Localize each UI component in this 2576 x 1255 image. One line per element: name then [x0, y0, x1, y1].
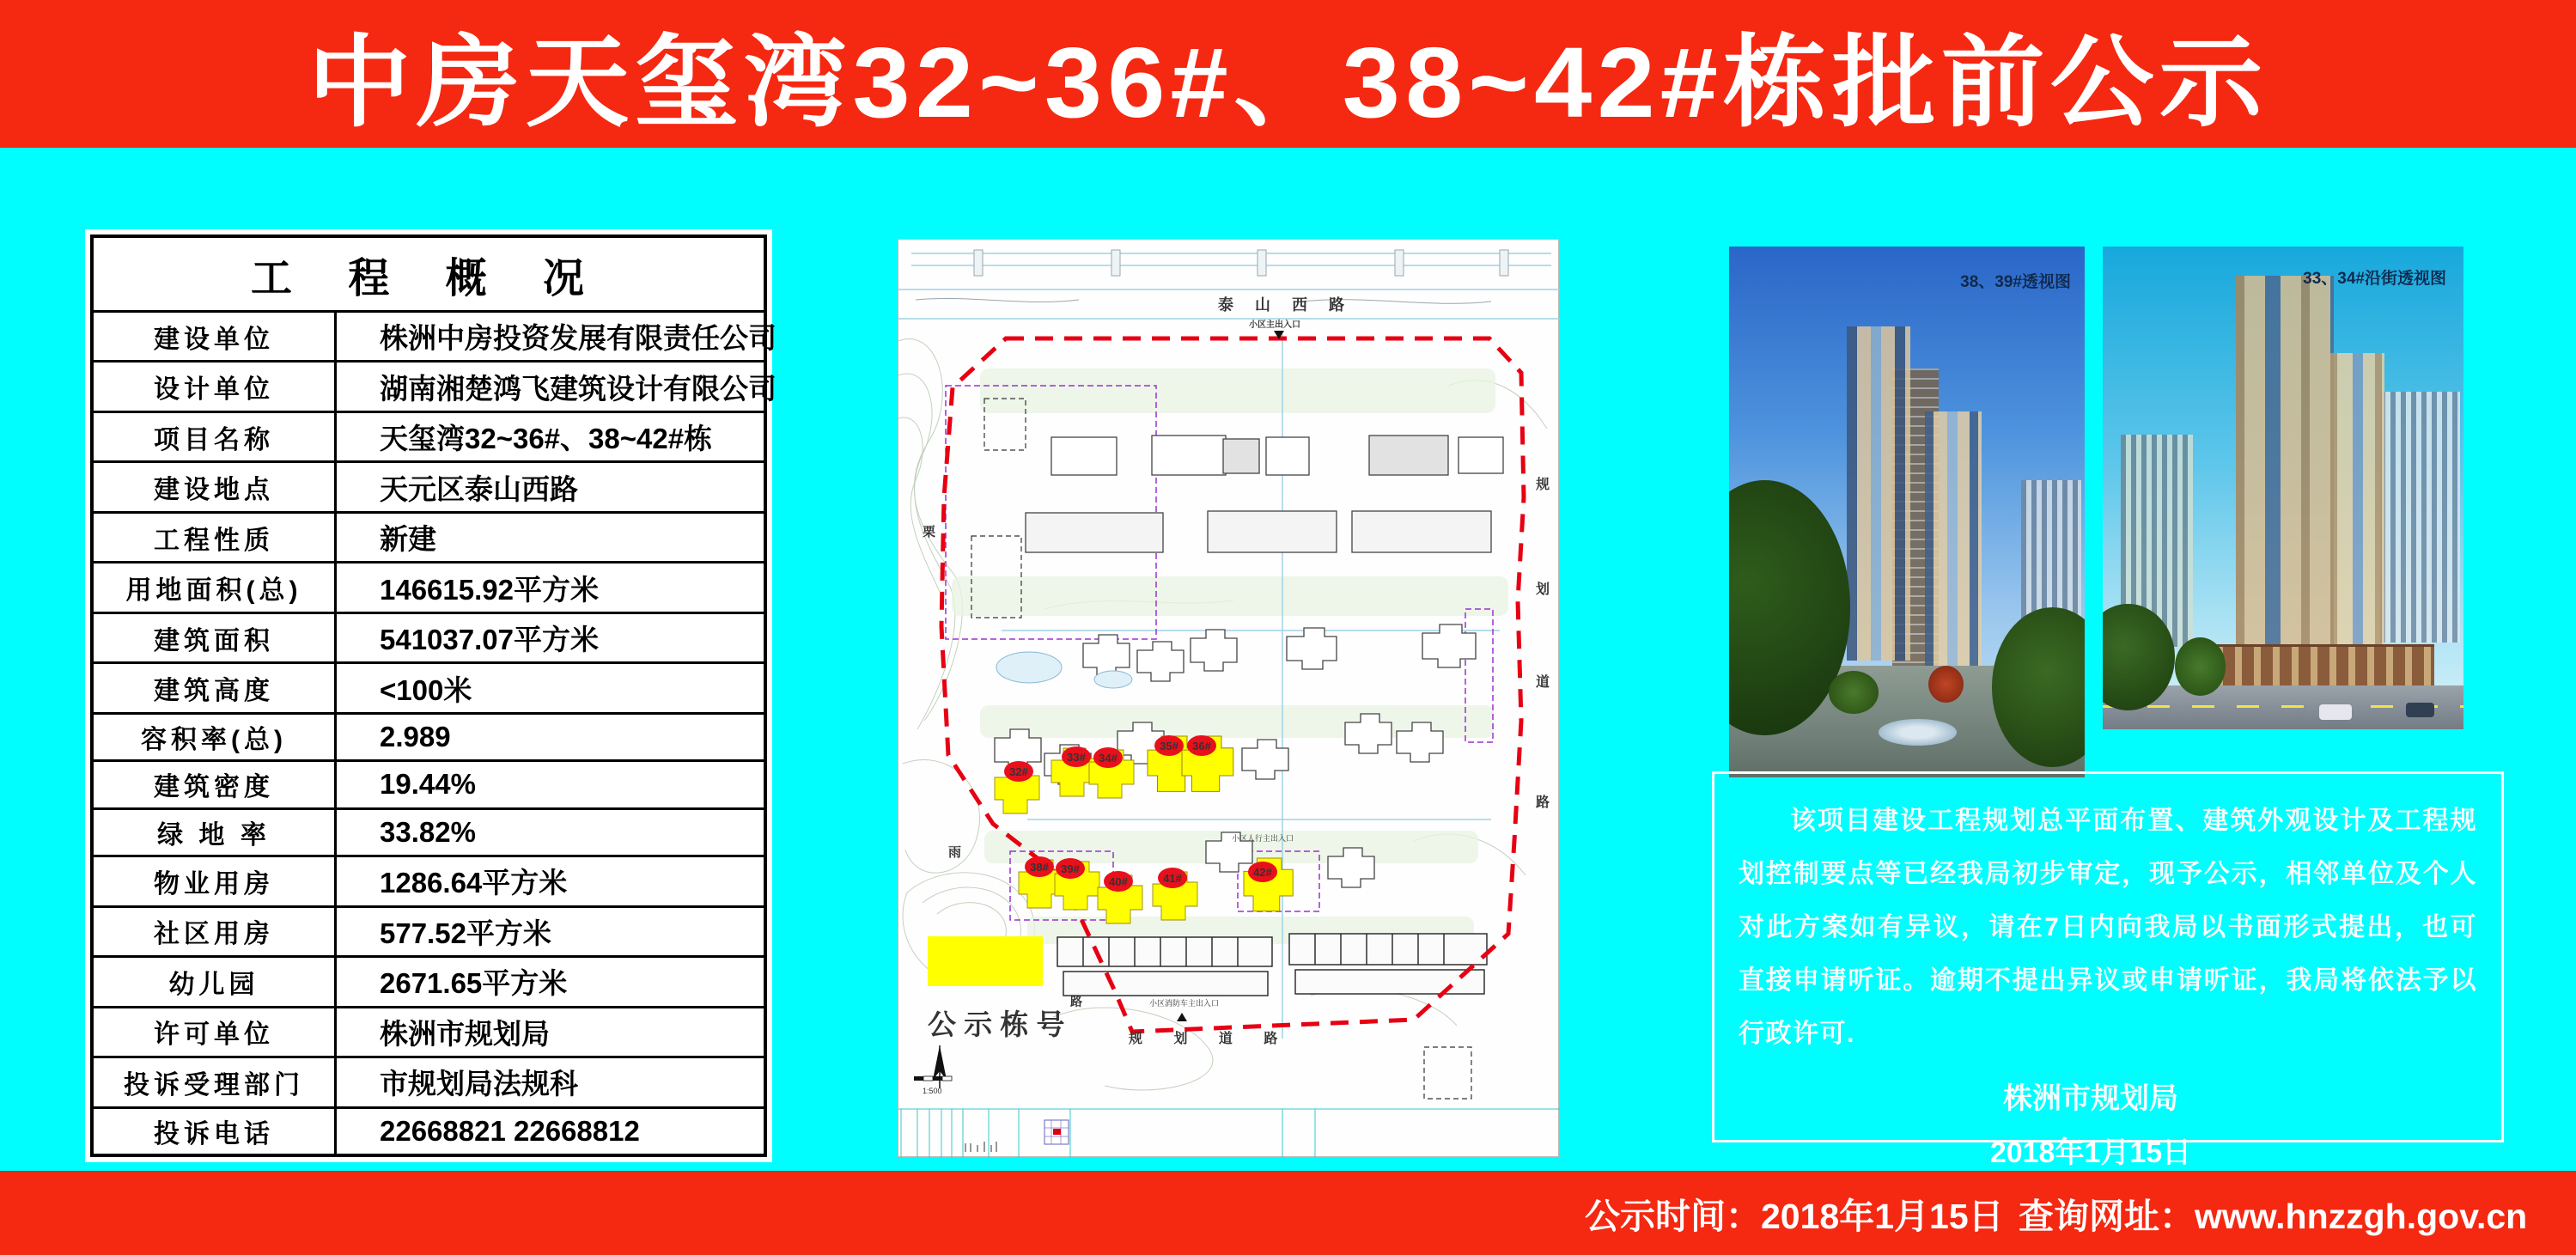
table-row — [94, 807, 764, 855]
fountain — [1879, 719, 1957, 746]
row-label: 建设地点 — [94, 463, 337, 510]
key-map — [1044, 1120, 1069, 1144]
rendering-caption: 33、34#沿街透视图 — [2303, 270, 2446, 288]
secondary-tower — [2330, 353, 2384, 652]
table-row — [94, 1106, 764, 1154]
main-tower-left — [1847, 326, 1911, 661]
building-badge — [1062, 746, 1091, 767]
svg-text:33#: 33# — [1067, 751, 1086, 764]
row-label: 设计单位 — [94, 362, 337, 410]
project-overview-panel — [85, 229, 776, 1162]
building-badge — [1187, 735, 1216, 756]
table-row — [94, 1006, 764, 1056]
rendering-38-39 — [1729, 247, 2085, 777]
row-label: 建筑高度 — [94, 664, 337, 711]
svg-text:42#: 42# — [1253, 866, 1272, 879]
podium-shops — [2204, 644, 2435, 691]
row-value: 577.52平方米 — [380, 917, 551, 949]
table-row — [94, 905, 764, 955]
row-label: 用地面积(总) — [94, 564, 337, 611]
building-badge — [1158, 868, 1187, 888]
svg-text:32#: 32# — [1009, 765, 1028, 778]
title-block-text-marks — [965, 1142, 996, 1152]
building-badge — [1093, 747, 1123, 768]
bridge-symbols — [916, 250, 1508, 303]
row-value: 541037.07平方米 — [380, 624, 599, 656]
row-value: 株洲市规划局 — [380, 1017, 550, 1050]
row-label: 容积率(总) — [94, 715, 337, 759]
bottom-building-rows — [1057, 934, 1487, 996]
row-value: 146615.92平方米 — [380, 573, 599, 606]
table-row — [94, 661, 764, 711]
row-label: 幼儿园 — [94, 958, 337, 1005]
row-label: 绿 地 率 — [94, 810, 337, 855]
row-value: 天元区泰山西路 — [380, 472, 578, 505]
scale-label: 1:500 — [923, 1087, 942, 1095]
row-label: 建设单位 — [94, 313, 337, 360]
row-value: 2671.65平方米 — [380, 967, 568, 1000]
svg-text:38#: 38# — [1030, 861, 1049, 874]
row-value: 株洲中房投资发展有限责任公司 — [380, 322, 776, 355]
project-overview-table — [90, 235, 776, 1157]
table-row — [94, 759, 764, 807]
footer-banner — [0, 1171, 2576, 1255]
svg-text:40#: 40# — [1109, 875, 1128, 888]
building-badge — [1154, 735, 1184, 756]
row-value: <100米 — [380, 673, 472, 706]
footer-publish-time: 公示时间：2018年1月15日 — [1585, 1197, 2004, 1236]
entrance-label-pedestrian: 小区人行主出入口 — [1232, 834, 1294, 843]
north-arrow-icon — [933, 1045, 947, 1088]
tree — [2175, 637, 2226, 695]
table-row — [94, 855, 764, 905]
row-value: 新建 — [380, 523, 436, 556]
table-row — [94, 1056, 764, 1106]
svg-text:39#: 39# — [1061, 862, 1080, 875]
row-label: 工程性质 — [94, 514, 337, 561]
notice-signature: 株洲市规划局 — [2003, 1082, 2178, 1115]
main-entrance-marker — [1249, 319, 1300, 339]
shrub — [1829, 671, 1879, 713]
legend-swatch — [928, 936, 1043, 986]
rendering-caption: 38、39#透视图 — [1960, 273, 2071, 291]
table-row — [94, 310, 776, 360]
row-value: 天玺湾32~36#、38~42#栋 — [380, 423, 713, 455]
building-badge — [1025, 856, 1054, 877]
footer-website: 查询网址：www.hnzzgh.gov.cn — [2019, 1197, 2528, 1236]
road-label-left-2: 雨 — [948, 845, 962, 860]
table-row — [94, 360, 776, 410]
row-value: 1286.64平方米 — [380, 867, 568, 899]
table-row — [94, 561, 764, 611]
fire-entrance-marker — [1149, 998, 1219, 1021]
entrance-label-top: 小区主出入口 — [1249, 320, 1300, 330]
rendering-33-34 — [2103, 247, 2463, 729]
row-value: 33.82% — [380, 815, 476, 848]
site-plan-drawing — [898, 240, 1560, 1158]
svg-text:划: 划 — [1536, 582, 1550, 597]
legend-label: 公 示 栋 号 — [928, 1008, 1065, 1040]
site-plan-panel — [898, 239, 1559, 1157]
table-row — [94, 612, 764, 661]
scale-bar — [914, 1076, 952, 1095]
svg-text:41#: 41# — [1163, 872, 1182, 885]
svg-text:规: 规 — [1536, 478, 1550, 492]
entrance-label-fire: 小区消防车主出入口 — [1149, 999, 1220, 1008]
table-row — [94, 955, 764, 1005]
notice-box — [1712, 771, 2504, 1169]
svg-text:路: 路 — [1536, 795, 1550, 810]
main-tower-right — [1925, 411, 1982, 672]
building-badge — [1056, 858, 1085, 879]
svg-text:35#: 35# — [1160, 740, 1178, 752]
row-label: 许可单位 — [94, 1008, 337, 1056]
row-value: 19.44% — [380, 768, 476, 801]
building-badge — [1004, 761, 1033, 782]
notice-body: 该项目建设工程规划总平面布置、建筑外观设计及工程规划控制要点等已经我局初步审定，现予公示，相邻单位及个人对此方案如有异议，请在7日内向我局以书面形式提出，也可直接申请听证。逾期不提出异议或申请听证，我局将依法予以行政许可. — [1739, 807, 2477, 1048]
svg-text:34#: 34# — [1099, 752, 1117, 765]
table-row — [94, 411, 764, 460]
row-value: 22668821 22668812 — [380, 1114, 640, 1147]
car — [2319, 704, 2352, 720]
background-tower — [2380, 392, 2459, 643]
road-label-bottom: 规 划 道 路 — [1129, 1032, 1292, 1046]
row-label: 投诉受理部门 — [94, 1058, 337, 1106]
table-row — [94, 712, 764, 759]
row-value: 市规划局法规科 — [380, 1068, 578, 1100]
svg-text:道: 道 — [1536, 675, 1550, 690]
road-label-top: 泰 山 西 路 — [1218, 296, 1354, 314]
svg-text:36#: 36# — [1192, 740, 1211, 752]
row-label: 投诉电话 — [94, 1109, 337, 1154]
row-label: 项目名称 — [94, 413, 337, 460]
row-label: 建筑面积 — [94, 614, 337, 661]
main-tower — [2236, 276, 2333, 657]
road-label-right-vertical — [1535, 477, 1550, 810]
row-label: 社区用房 — [94, 908, 337, 955]
poster-title: 中房天玺湾32~36#、38~42#栋批前公示 — [308, 26, 2268, 138]
row-value: 湖南湘楚鸿飞建筑设计有限公司 — [380, 372, 776, 405]
road-label-left-3: 路 — [1070, 995, 1082, 1008]
row-label: 建筑密度 — [94, 762, 337, 807]
road-label-left-1: 栗 — [923, 525, 936, 539]
row-value: 2.989 — [380, 720, 451, 752]
building-badge — [1248, 862, 1277, 882]
table-row — [94, 511, 764, 561]
header-banner — [0, 0, 2576, 148]
row-label: 物业用房 — [94, 857, 337, 905]
table-title: 工 程 概 况 — [250, 255, 606, 302]
table-row — [94, 460, 764, 510]
notice-date: 2018年1月15日 — [1989, 1136, 2192, 1169]
building-badge — [1104, 871, 1133, 892]
title-block — [898, 1109, 1560, 1158]
car — [2406, 703, 2435, 717]
